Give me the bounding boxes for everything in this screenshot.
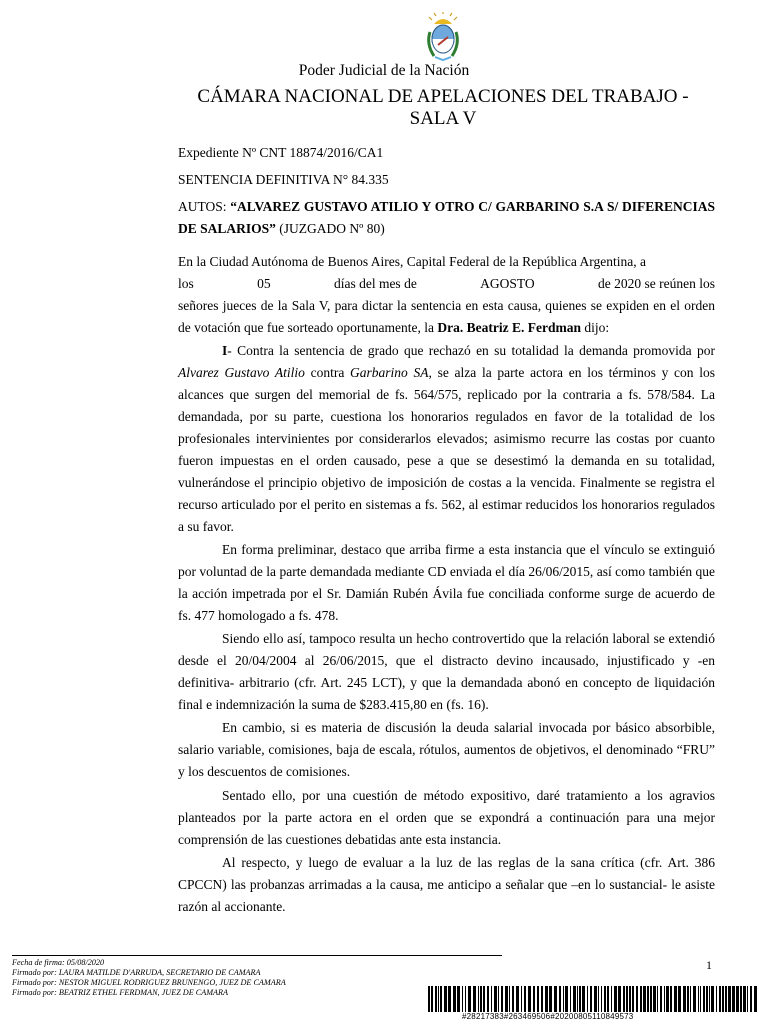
barcode-bar (509, 986, 510, 1012)
barcode-bar (483, 986, 485, 1012)
barcode-bar (747, 986, 748, 1012)
roman-numeral: I (222, 343, 228, 358)
barcode-bar (570, 986, 571, 1012)
party-defendant: Garbarino SA (350, 365, 429, 380)
barcode-bar (438, 986, 439, 1012)
barcode-bar (728, 986, 731, 1012)
barcode-bar (706, 986, 708, 1012)
barcode-bar (650, 986, 652, 1012)
barcode-bar (750, 986, 752, 1012)
paragraph-6: Al respecto, y luego de evaluar a la luz de las reglas de la sana crítica (cfr. Art. 386 CPCCN) las probanzas arrimadas a la causa, me anticipo a señalar que –en lo sustancial- le asiste razón al accionante. (178, 855, 715, 914)
autos-court: (JUZGADO Nº 80) (275, 221, 385, 236)
barcode-bar (732, 986, 735, 1012)
barcode-bar (498, 986, 499, 1012)
barcode-bar (465, 986, 466, 1012)
case-number: Expediente Nº CNT 18874/2016/CA1 (178, 145, 384, 160)
barcode-bar (703, 986, 705, 1012)
intro-dias: días del mes de (333, 276, 417, 291)
barcode-bar (565, 986, 568, 1012)
autos-label: AUTOS: (178, 199, 231, 214)
barcode-bar (428, 986, 430, 1012)
barcode-bar (494, 986, 497, 1012)
intro-los: los (178, 276, 194, 291)
barcode-bar (611, 986, 612, 1012)
barcode-bar (632, 986, 634, 1012)
barcode-bar (457, 986, 460, 1012)
barcode-bar (559, 986, 561, 1012)
barcode-bar (435, 986, 437, 1012)
barcode-bar (626, 986, 628, 1012)
barcode-bar (528, 986, 531, 1012)
intro-line1: En la Ciudad Autónoma de Buenos Aires, Capital Federal de la República Argentina, a (178, 254, 647, 269)
barcode-bar (725, 986, 727, 1012)
barcode-bar (440, 986, 442, 1012)
page-number: 1 (706, 958, 712, 972)
paragraph-5: Sentado ello, por una cuestión de método expositivo, daré tratamiento a los agravios planteados por la parte actora en el orden que se expondrá a continuación para una mejor comprensión de las cuestiones debatidas ante esta instancia. (178, 788, 715, 847)
barcode-bar (590, 986, 592, 1012)
barcode-text: #28217383#263469506#20200805110849573 (462, 1012, 634, 1021)
barcode-bar (736, 986, 739, 1012)
barcode-bar (480, 986, 482, 1012)
barcode-bar (722, 986, 724, 1012)
barcode-bar (629, 986, 631, 1012)
intro-month: AGOSTO (480, 276, 535, 291)
barcode-bar (487, 986, 489, 1012)
paragraph-2: En forma preliminar, destaco que arriba firme a esta instancia que el vínculo se extinguió por voluntad de la parte demandada mediante CD enviada el día 26/06/2015, así como también que la acción impetrada por el Sr. Damián Rubén Ávila fue conciliada conforme surge de acuerdo de fs. 477 homologado a fs. 478. (178, 542, 715, 623)
barcode-bar (598, 986, 599, 1012)
barcode-bar (743, 986, 746, 1012)
chamber-title-line1: CÁMARA NACIONAL DE APELACIONES DEL TRABAJO - (197, 86, 689, 107)
barcode-bar (640, 986, 642, 1012)
barcode-bar (573, 986, 576, 1012)
barcode-bar (524, 986, 526, 1012)
barcode-bar (754, 986, 757, 1012)
organization-name: Poder Judicial de la Nación (298, 62, 470, 79)
barcode (428, 986, 758, 1012)
sentence-number: SENTENCIA DEFINITIVA N° 84.335 (178, 172, 389, 187)
barcode-bar (678, 986, 681, 1012)
footer-divider (12, 955, 502, 956)
barcode-bar (657, 986, 658, 1012)
signature-1: Firmado por: LAURA MATILDE D'ARRUDA, SECRETARIO DE CAMARA (12, 968, 261, 977)
barcode-bar (444, 986, 447, 1012)
barcode-bar (716, 986, 717, 1012)
barcode-bar (521, 986, 522, 1012)
barcode-bar (468, 986, 471, 1012)
barcode-bar (537, 986, 539, 1012)
barcode-bar (683, 986, 686, 1012)
barcode-bar (693, 986, 696, 1012)
barcode-bar (501, 986, 503, 1012)
barcode-bar (453, 986, 456, 1012)
barcode-bar (653, 986, 656, 1012)
intro-date-line (178, 273, 715, 295)
barcode-bar (577, 986, 578, 1012)
barcode-bar (623, 986, 625, 1012)
barcode-bar (674, 986, 677, 1012)
intro-paragraph (178, 251, 715, 339)
barcode-bar (604, 986, 606, 1012)
intro-rest: señores jueces de la Sala V, para dictar la sentencia en esta causa, quienes se expiden en el orden de votación que fue sorteado oportunamente, la Dra. Beatriz E. Ferdman dijo: (178, 298, 715, 335)
barcode-bar (431, 986, 433, 1012)
barcode-bar (690, 986, 691, 1012)
barcode-bar (618, 986, 621, 1012)
signature-2: Firmado por: NESTOR MIGUEL RODRIGUEZ BRUNENGO, JUEZ DE CAMARA (12, 978, 286, 987)
barcode-bar (719, 986, 721, 1012)
barcode-bar (614, 986, 617, 1012)
barcode-bar (698, 986, 699, 1012)
barcode-bar (516, 986, 519, 1012)
barcode-bar (709, 986, 710, 1012)
barcode-bar (549, 986, 552, 1012)
barcode-bar (491, 986, 492, 1012)
intro-year: de 2020 se reúnen los (598, 276, 715, 291)
barcode-bar (607, 986, 609, 1012)
barcode-bar (594, 986, 597, 1012)
barcode-bar (505, 986, 508, 1012)
barcode-bar (579, 986, 581, 1012)
barcode-bar (740, 986, 742, 1012)
barcode-bar (533, 986, 535, 1012)
judge-name: Dra. Beatriz E. Ferdman (437, 320, 582, 335)
barcode-bar (700, 986, 701, 1012)
barcode-bar (473, 986, 476, 1012)
barcode-bar (643, 986, 646, 1012)
paragraph-3: Siendo ello así, tampoco resulta un hecho controvertido que la relación laboral se extendió desde el 20/04/2004 al 26/06/2015, que el distracto devino incausado, injustificado y -en definitiva- arbitrario (cfr. Art. 245 LCT), y que la demandada abonó en concepto de liquidación final e indemnización la suma de $283.415,80 en (fs. 16). (178, 631, 715, 712)
chamber-title-line2: SALA V (409, 108, 477, 129)
barcode-bar (687, 986, 689, 1012)
signature-date: Fecha de firma: 05/08/2020 (12, 958, 105, 967)
barcode-bar (563, 986, 564, 1012)
coat-of-arms-icon (424, 12, 462, 62)
barcode-bar (541, 986, 543, 1012)
barcode-bar (545, 986, 548, 1012)
barcode-bar (601, 986, 602, 1012)
barcode-bar (462, 986, 463, 1012)
case-caption (178, 196, 715, 240)
barcode-bar (478, 986, 479, 1012)
barcode-bar (448, 986, 451, 1012)
barcode-bar (554, 986, 557, 1012)
signature-3: Firmado por: BEATRIZ ETHEL FERDMAN, JUEZ DE CAMARA (12, 988, 229, 997)
signature-block (12, 958, 286, 998)
barcode-bar (660, 986, 662, 1012)
barcode-bar (587, 986, 588, 1012)
barcode-bar (512, 986, 514, 1012)
intro-day: 05 (257, 276, 271, 291)
paragraph-1: I- Contra la sentencia de grado que rechazó en su totalidad la demanda promovida por Alvarez Gustavo Atilio contra Garbarino SA, se alza la parte actora en los términos y con los alcances que surgen del memorial de fs. 564/575, replicado por la contraria a fs. 578/584. La demandada, por su parte, cuestiona los honorarios regulados en favor de la totalidad de los profesionales intervinientes por considerarlos elevados; asimismo recurre las costas por cuanto fueron impuestas en el orden causado, pese a que se desestimó la demanda en su totalidad, vulnerándose el principio objetivo de imposición de costas a la vencida. Finalmente se registra el recurso articulado por el perito en sistemas a fs. 562, al estimar reducidos los honorarios regulados a su favor. (178, 343, 715, 534)
barcode-bar (647, 986, 649, 1012)
barcode-bar (582, 986, 585, 1012)
barcode-bar (636, 986, 638, 1012)
barcode-bar (664, 986, 665, 1012)
barcode-bar (711, 986, 714, 1012)
chamber-title (0, 86, 768, 130)
paragraph-4: En cambio, si es materia de discusión la deuda salarial invocada por básico absorbible, salario variable, comisiones, baja de escala, rótulos, aumentos de objetivos, el denominado “FRU” y los descuentos de comisiones. (178, 720, 715, 779)
barcode-bar (670, 986, 672, 1012)
party-plaintiff: Alvarez Gustavo Atilio (178, 365, 305, 380)
barcode-bar (666, 986, 669, 1012)
autos-title: “ALVAREZ GUSTAVO ATILIO Y OTRO C/ GARBARINO S.A S/ DIFERENCIAS DE SALARIOS” (178, 199, 715, 236)
